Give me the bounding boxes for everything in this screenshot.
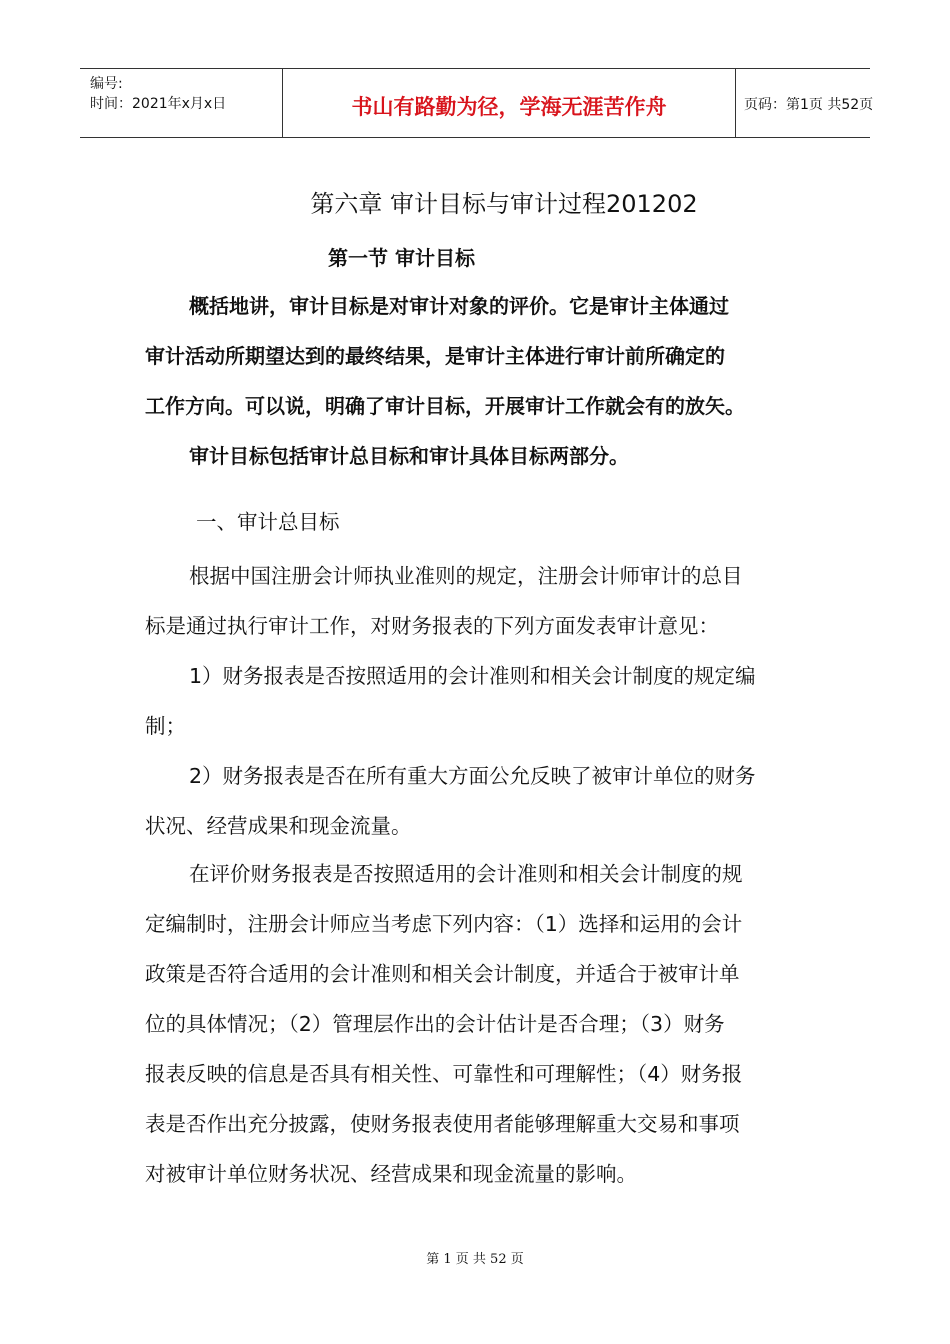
header-right-cell bbox=[734, 69, 874, 137]
body-line: 制； bbox=[145, 714, 186, 738]
body-line: 定编制时，注册会计师应当考虑下列内容：（1）选择和运用的会计 bbox=[145, 912, 743, 936]
header-motto-cell bbox=[282, 69, 736, 137]
body-line: 对被审计单位财务状况、经营成果和现金流量的影响。 bbox=[145, 1162, 637, 1186]
body-line: 表是否作出充分披露，使财务报表使用者能够理解重大交易和事项 bbox=[145, 1112, 740, 1136]
body-line: 根据中国注册会计师执业准则的规定，注册会计师审计的总目 bbox=[189, 564, 743, 588]
body-line: 位的具体情况；（2）管理层作出的会计估计是否合理；（3）财务 bbox=[145, 1012, 725, 1036]
body-line: 状况、经营成果和现金流量。 bbox=[145, 814, 412, 838]
body-line: 在评价财务报表是否按照适用的会计准则和相关会计制度的规 bbox=[189, 862, 743, 886]
subsection-title: 一、审计总目标 bbox=[196, 510, 340, 534]
body-line: 政策是否符合适用的会计准则和相关会计制度，并适合于被审计单 bbox=[145, 962, 740, 986]
intro-line: 概括地讲，审计目标是对审计对象的评价。它是审计主体通过 bbox=[189, 294, 729, 318]
section-title: 第一节 审计目标 bbox=[328, 246, 475, 270]
document-header bbox=[80, 68, 874, 138]
header-left-cell bbox=[80, 69, 282, 137]
body-line: 1）财务报表是否按照适用的会计准则和相关会计制度的规定编 bbox=[189, 664, 756, 688]
body-line: 标是通过执行审计工作，对财务报表的下列方面发表审计意见： bbox=[145, 614, 719, 638]
body-line: 2）财务报表是否在所有重大方面公允反映了被审计单位的财务 bbox=[189, 764, 756, 788]
page-footer: 第 1 页 共 52 页 bbox=[426, 1252, 524, 1267]
intro-line: 工作方向。可以说，明确了审计目标，开展审计工作就会有的放矢。 bbox=[145, 394, 745, 418]
date-label: 时间：2021年x月x日 bbox=[90, 96, 227, 112]
intro-line: 审计目标包括审计总目标和审计具体目标两部分。 bbox=[189, 444, 629, 468]
motto-text: 书山有路勤为径，学海无涯苦作舟 bbox=[351, 94, 667, 119]
code-label: 编号: bbox=[90, 76, 123, 92]
chapter-title: 第六章 审计目标与审计过程201202 bbox=[310, 190, 698, 218]
page-info: 页码：第1页 共52页 bbox=[744, 97, 874, 113]
body-line: 报表反映的信息是否具有相关性、可靠性和可理解性；（4）财务报 bbox=[145, 1062, 743, 1086]
intro-line: 审计活动所期望达到的最终结果，是审计主体进行审计前所确定的 bbox=[145, 344, 725, 368]
